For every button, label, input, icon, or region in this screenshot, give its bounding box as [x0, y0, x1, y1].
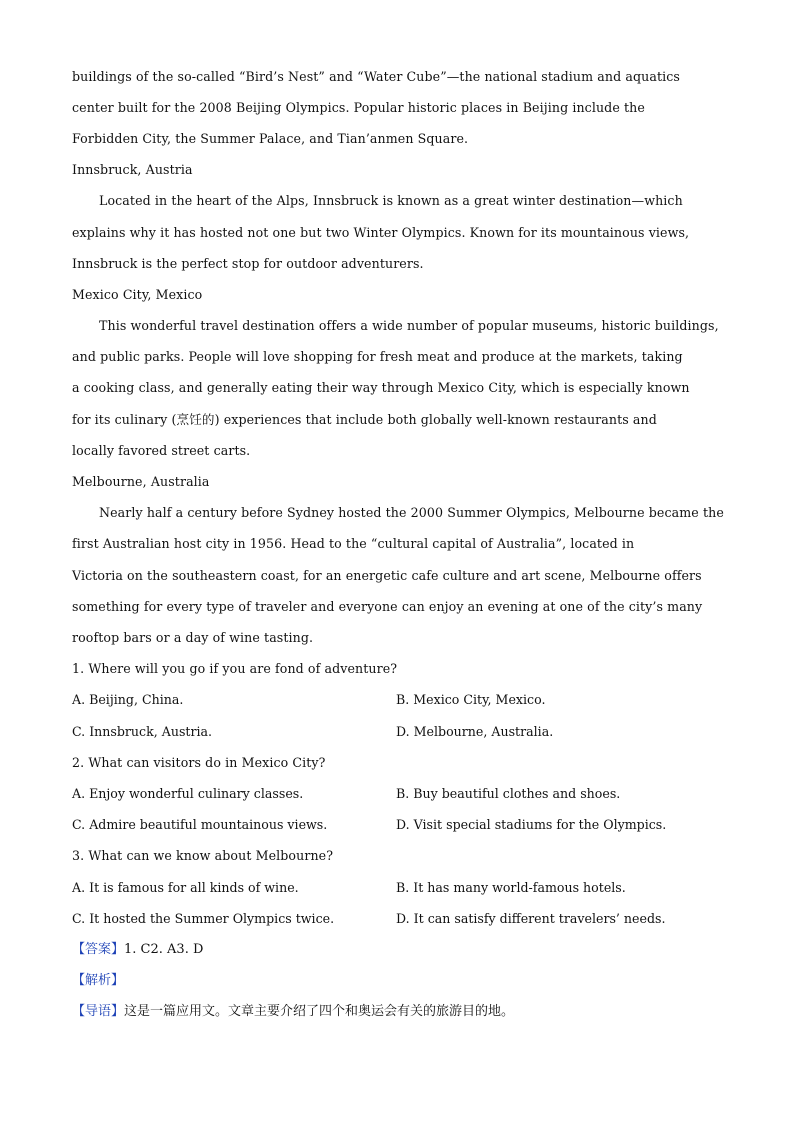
option-b: B. Buy beautiful clothes and shoes. [396, 786, 621, 801]
guide-label: 【导语】 [72, 1004, 125, 1019]
option-d: D. It can satisfy different travelers’ needs. [396, 911, 666, 926]
analysis-label: 【解析】 [72, 973, 125, 988]
analysis-line [72, 973, 124, 989]
passage-line: buildings of the so-called “Bird’s Nest” and “Water Cube”—the national stadium and aquatics [72, 69, 680, 84]
passage-line: for its culinary (烹饪的) experiences that include both globally well-known restaurants and [72, 412, 657, 427]
option-a: A. Beijing, China. [72, 692, 184, 707]
passage-line: Innsbruck is the perfect stop for outdoor adventurers. [72, 256, 424, 271]
section-heading-mexico: Mexico City, Mexico [72, 287, 203, 302]
passage-line: Nearly half a century before Sydney hosted the 2000 Summer Olympics, Melbourne became the [99, 505, 724, 520]
passage-line: and public parks. People will love shopping for fresh meat and produce at the markets, taking [72, 349, 683, 364]
guide-text: 这是一篇应用文。文章主要介绍了四个和奥运会有关的旅游目的地。 [124, 1004, 515, 1019]
question-stem: 1. Where will you go if you are fond of adventure? [72, 661, 398, 676]
answer-label: 【答案】 [72, 942, 125, 957]
passage-line: a cooking class, and generally eating their way through Mexico City, which is especially known [72, 380, 690, 395]
passage-line: something for every type of traveler and everyone can enjoy an evening at one of the city’s many [72, 599, 703, 614]
option-a: A. It is famous for all kinds of wine. [72, 880, 299, 895]
passage-line: locally favored street carts. [72, 443, 251, 458]
option-d: D. Melbourne, Australia. [396, 724, 554, 739]
answer-line [72, 942, 203, 958]
question-stem: 2. What can visitors do in Mexico City? [72, 755, 326, 770]
option-d: D. Visit special stadiums for the Olympics. [396, 817, 667, 832]
passage-line: center built for the 2008 Beijing Olympics. Popular historic places in Beijing include the [72, 100, 645, 115]
passage-line: first Australian host city in 1956. Head to the “cultural capital of Australia”, located in [72, 536, 635, 551]
passage-line: rooftop bars or a day of wine tasting. [72, 630, 314, 645]
passage-line: explains why it has hosted not one but two Winter Olympics. Known for its mountainous views, [72, 225, 690, 240]
passage-line: Victoria on the southeastern coast, for an energetic cafe culture and art scene, Melbourne offers [72, 568, 702, 583]
passage-line: Located in the heart of the Alps, Innsbruck is known as a great winter destination—which [99, 193, 683, 208]
option-a: A. Enjoy wonderful culinary classes. [72, 786, 304, 801]
option-c: C. It hosted the Summer Olympics twice. [72, 911, 335, 926]
guide-line [72, 1004, 514, 1020]
option-c: C. Innsbruck, Austria. [72, 724, 213, 739]
question-stem: 3. What can we know about Melbourne? [72, 848, 334, 863]
passage-line: Forbidden City, the Summer Palace, and Tian’anmen Square. [72, 131, 469, 146]
section-heading-innsbruck: Innsbruck, Austria [72, 162, 193, 177]
option-b: B. Mexico City, Mexico. [396, 692, 546, 707]
option-c: C. Admire beautiful mountainous views. [72, 817, 328, 832]
passage-line: This wonderful travel destination offers a wide number of popular museums, historic buildings, [99, 318, 719, 333]
option-b: B. It has many world-famous hotels. [396, 880, 626, 895]
section-heading-melbourne: Melbourne, Australia [72, 474, 210, 489]
answer-text: 1. C2. A3. D [124, 942, 204, 957]
